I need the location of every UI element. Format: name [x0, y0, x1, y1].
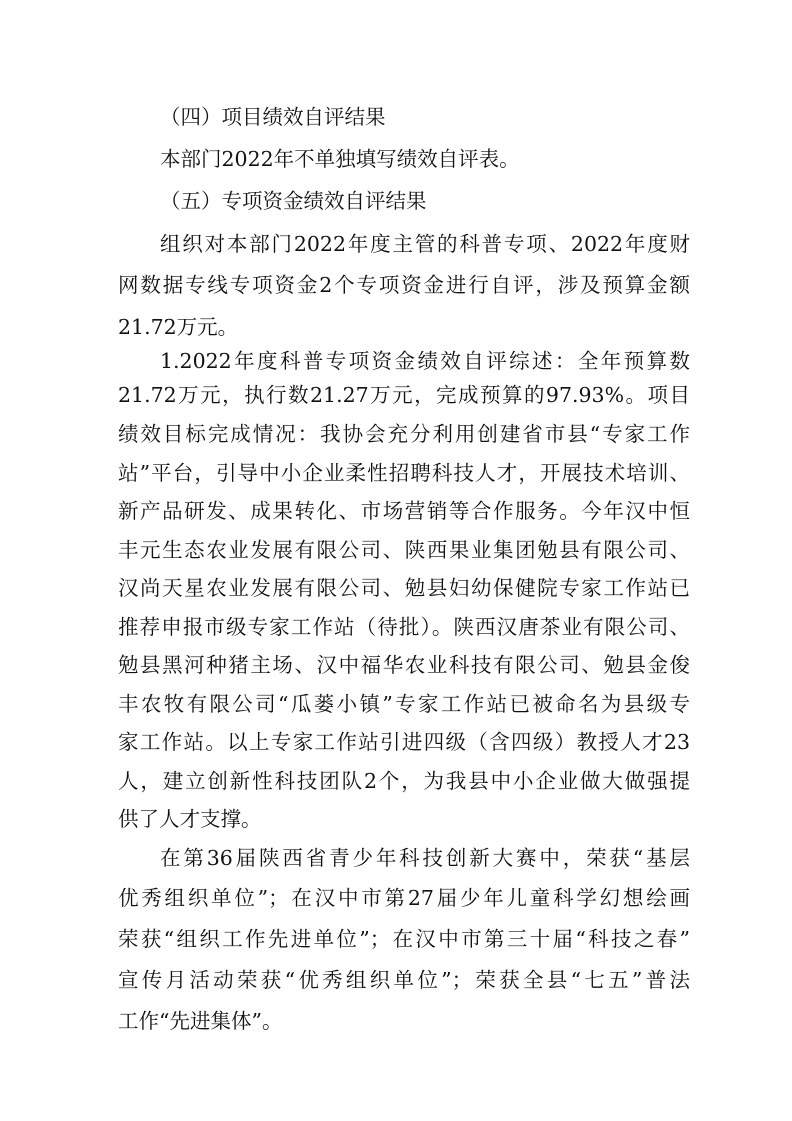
- paragraph-line: 丰元生态农业发展有限公司、陕西果业集团勉县有限公司、: [118, 538, 690, 562]
- paragraph-line: 推荐申报市级专家工作站（待批）。陕西汉唐茶业有限公司、: [118, 615, 690, 639]
- paragraph-line: 优秀组织单位”；在汉中市第27届少年儿童科学幻想绘画: [118, 886, 690, 910]
- paragraph-line: 宣传月活动荣获“优秀组织单位”；荣获全县“七五”普法: [118, 968, 690, 992]
- paragraph-line: 工作“先进集体”。: [118, 1009, 283, 1033]
- paragraph-line: 在第36届陕西省青少年科技创新大赛中，荣获“基层: [160, 846, 690, 870]
- paragraph-line: 荣获“组织工作先进单位”；在汉中市第三十届“科技之春”: [118, 927, 690, 951]
- section-4-text: 本部门2022年不单独填写绩效自评表。: [160, 147, 520, 171]
- paragraph-line: 1.2022年度科普专项资金绩效自评综述：全年预算数: [160, 349, 690, 373]
- paragraph-line: 组织对本部门2022年度主管的科普专项、2022年度财: [160, 232, 690, 256]
- paragraph-line: 绩效目标完成情况：我协会充分利用创建省市县“专家工作: [118, 422, 690, 446]
- paragraph-line: 21.72万元。: [118, 315, 239, 339]
- section-heading-5: （五）专项资金绩效自评结果: [160, 189, 427, 213]
- paragraph-line: 新产品研发、成果转化、市场营销等合作服务。今年汉中恒: [118, 499, 690, 523]
- paragraph-line: 21.72万元，执行数21.27万元，完成预算的97.93%。项目: [118, 383, 690, 407]
- paragraph-line: 汉尚天星农业发展有限公司、勉县妇幼保健院专家工作站已: [118, 576, 690, 600]
- paragraph-line: 丰农牧有限公司“瓜蒌小镇”专家工作站已被命名为县级专: [118, 692, 690, 716]
- paragraph-line: 勉县黑河种猪主场、汉中福华农业科技有限公司、勉县金俊: [118, 653, 690, 677]
- paragraph-line: 供了人才支撑。: [118, 807, 262, 831]
- paragraph-line: 家工作站。以上专家工作站引进四级（含四级）教授人才23: [118, 730, 690, 754]
- paragraph-line: 站”平台，引导中小企业柔性招聘科技人才，开展技术培训、: [118, 461, 690, 485]
- paragraph-line: 网数据专线专项资金2个专项资金进行自评，涉及预算金额: [118, 273, 690, 297]
- paragraph-line: 人，建立创新性科技团队2个，为我县中小企业做大做强提: [118, 769, 690, 793]
- section-heading-4: （四）项目绩效自评结果: [160, 105, 386, 129]
